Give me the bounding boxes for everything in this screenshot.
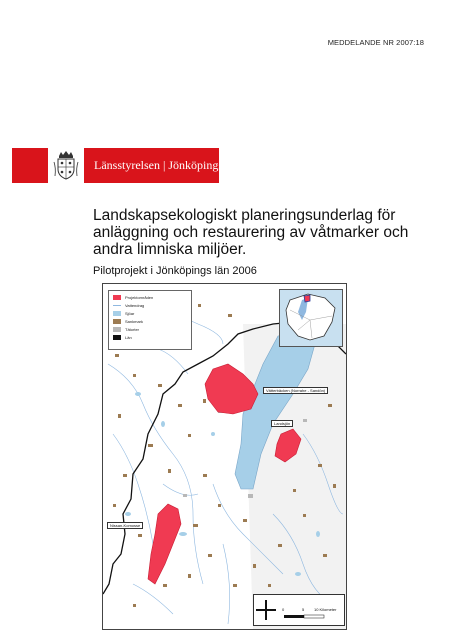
- scale-label-five: 5: [302, 607, 305, 612]
- legend-label: Sankmark: [125, 319, 144, 324]
- legend-swatch: [113, 305, 121, 306]
- series-number: MEDDELANDE NR 2007:18: [327, 38, 424, 47]
- legend-label: Vattendrag: [125, 303, 145, 308]
- legend-swatch: [113, 311, 121, 316]
- legend-item: [113, 327, 189, 333]
- coat-of-arms-logo: [48, 148, 84, 183]
- scale-label-zero: 0: [282, 607, 285, 612]
- document-title: Landskapsekologiskt planeringsunderlag för anläggning och restaurering av våtmarker och andra limniska miljöer.: [93, 207, 409, 258]
- legend-swatch: [113, 327, 121, 332]
- scale-label-ten: 10 Kilometer: [314, 607, 337, 612]
- map-legend: [108, 290, 192, 350]
- county-map: [102, 283, 347, 630]
- scale-bar: [253, 594, 345, 626]
- county-name: Länsstyrelsen | Jönköpings län: [94, 158, 241, 172]
- overview-inset-map: [279, 289, 343, 347]
- legend-swatch: [113, 295, 121, 300]
- label-landsjon-project: Landsjön: [271, 420, 293, 427]
- legend-swatch: [113, 319, 121, 324]
- label-nissan-project: Nissan-Komosse: [107, 522, 143, 529]
- legend-item: [113, 295, 189, 301]
- legend-swatch: [113, 335, 121, 340]
- label-vattern-project: Vätterbäcken (Norrahe - Sandön): [263, 387, 328, 394]
- legend-label: Tätorter: [125, 327, 140, 332]
- legend-item: [113, 303, 189, 309]
- project-area-nissan: [148, 504, 181, 584]
- legend-label: Sjöar: [125, 311, 135, 316]
- county-banner: [12, 148, 241, 183]
- legend-label: Projektområden: [125, 295, 154, 300]
- legend-item: [113, 319, 189, 325]
- legend-item: [113, 311, 189, 317]
- legend-label: Län: [125, 335, 132, 340]
- legend-item: [113, 335, 189, 341]
- document-subtitle: Pilotprojekt i Jönköpings län 2006: [93, 265, 257, 277]
